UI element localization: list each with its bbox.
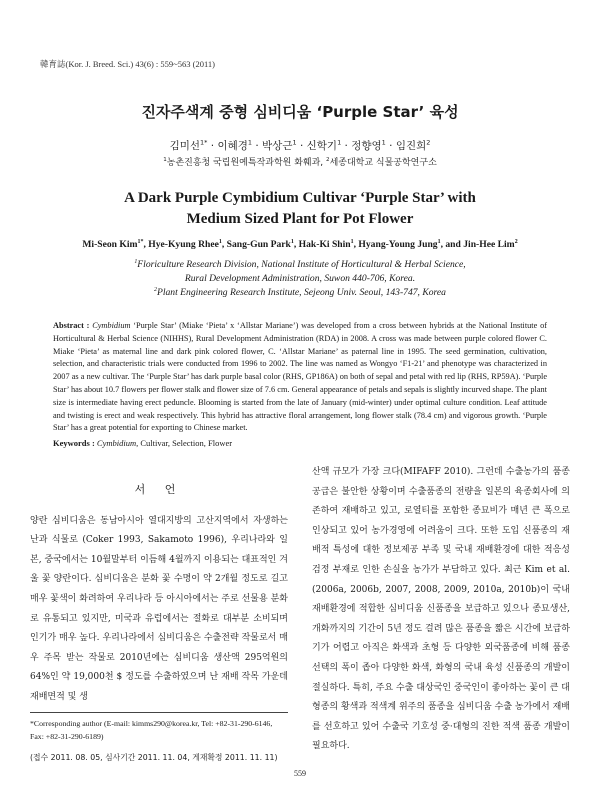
affiliation-line: Rural Development Administration, Suwon 440-706, Korea. [184,273,416,284]
left-column [30,480,288,708]
author-name: Hyang-Young Jung [358,239,438,250]
page-number: 559 [294,769,306,778]
affiliation-line: Floriculture Research Division, National Institute of Horticultural & Herbal Science, [137,259,466,270]
abstract-genus: Cymbidium [92,321,131,330]
footnote-divider [30,712,288,713]
keyword-genus: Cymbidium [96,438,137,448]
received-dates: (접수 2011. 08. 05, 심사기간 2011. 11. 04, 게재확정 2011. 11. 11) [30,753,278,762]
english-affiliations [0,258,600,300]
author-mark: 1 [247,138,253,147]
keywords [53,438,232,448]
author-name: Jin-Hee Lim [463,239,515,250]
affiliation-mark: 2 [154,286,157,293]
body-paragraph: 산액 규모가 가장 크다(MIFAFF 2010). 그런데 수출농가의 품종 공급은 불안한 상황이며 수출품종의 전량을 일본의 육종회사에 의존하여 재배하고 있고, 로열티를 포함한 종묘비가 매년 큰 폭으로 인상되고 있어 농가경영에 어려움이 크다. 또한 도입 신품종의 재배적 특성에 대한 정보제공 부족 및 국내 재배환경에 대한 적응성 검정 부재로 인한 손실을 농가가 부담하고 있다. 최근 Kim et al. (2006a, 2006b, 2007, 2008, 2009, 2010a, 2010b)이 국내 재배환경에 적합한 심비디움 신품종을 보급하고 있으나 종묘생산, 개화까지의 기간이 5년 정도 걸려 많은 품종을 짧은 시간에 보급하기가 어렵고 아직은 화색과 초형 등 다양한 외국품종에 비해 품종 선택의 폭이 좁아 다양한 화색, 화형의 국내 육성 신품종의 개발이 절실하다. 특히, 주요 수출 대상국인 중국인이 좋아하는 꽃이 큰 대형종의 황색과 적색계 위주의 품종을 심비디움 수출 농가에서 재배를 선호하고 있어 수출국 기호성 중·대형의 진한 적색 품종 개발이 필요하다. [312,467,570,752]
author-mark: 1* [200,138,208,147]
author-name: Hak-Ki Shin [298,239,351,250]
author-name: Mi-Seon Kim [82,239,138,250]
author-mark: 1 [350,238,354,245]
author-mark: 1 [337,138,342,147]
author-mark: 1 [437,238,441,245]
english-author-list: Mi-Seon Kim$^{1*}$, Hye-Kyung Rhee$^1$, Sang-Gun Park$^1$, Hak-Ki Shin$^1$, Hyang-Young Jung$^1$, and Jin-Hee Lim$^2$ [82,238,518,250]
author-mark: 1 [218,238,222,245]
author-name: 정향영 [351,140,382,152]
keywords-rest: , Cultivar, Selection, Flower [136,438,233,448]
korean-affiliations [0,155,600,168]
affiliation-mark: 2 [326,157,330,163]
author-name: 박상근 [262,140,293,152]
author-mark: 1 [290,238,294,245]
english-title-line: Medium Sized Plant for Pot Flower [186,211,414,227]
journal-citation: 韓育誌(Kor. J. Breed. Sci.) 43(6) : 559~563 (2011) [40,59,215,69]
keywords-label: Keywords : [53,438,97,448]
affiliation-line: Plant Engineering Research Institute, Sejeong Univ. Seoul, 143-747, Korea [156,287,446,298]
author-mark: 1* [137,238,144,245]
author-name: Sang-Gun Park [226,239,291,250]
affiliation-text: 세종대학교 식물공학연구소 [329,158,437,168]
author-name: 김미선 [169,140,201,152]
section-heading: 서 언 [134,483,184,496]
author-mark: 2 [514,238,518,245]
abstract [53,320,547,435]
author-name: 임진희 [395,140,427,152]
affiliation-mark: 1 [163,157,167,163]
author-mark: 1 [292,138,297,147]
author-name: Hye-Kyung Rhee [148,239,219,250]
author-and: and [445,239,461,250]
abstract-text: ‘Purple Star’ (Miake ‘Pieta’ x ‘Allstar Mariane’) was developed from a cross between hybrids at the National Institute of Horticultural & Herbal Science (NIHHS), Rural Development Administration (RDA) in 2008. A cross was made between purple colored flower C. Miake ‘Pieta’ as maternal line and dark pink colored flower, C. ‘Allstar Mariane’ as paternal line in 1995. The seed germination, cultivation, selection, and characteristic trials were conducted from 1996 to 2002. The line was named as Wongyo ‘F1-21’ and phenotype was characterized in 2007 as a new cultivar. The ‘Purple Star’ has dark purple basal color (RHS, GP186A) on both of sepal and petal with red lip (RHS, RP59A). ‘Purple Star’ has about 10.7 flowers per flower stalk and flower size of 7.6 cm. General appearance of petals and sepals is slightly incurved shape. The plant size is intermediate having erect peduncle. Blooming is started from the late of January (mid-winter) under optimal culture condition. Leaf attitude and twisting is erect and weak respectively. This hybrid has attractive floral arrangement, long flower stalk (78.4 cm) and vigorous growth. ‘Purple Star’ has a great potential for exporting to Chinese market. [53,321,547,433]
affiliation-mark: 1 [134,258,138,265]
author-mark: 1 [381,138,386,147]
author-name: 이혜경 [217,140,248,152]
body-paragraph: 양란 심비디움은 동남아시아 열대지방의 고산지역에서 자생하는 난과 식물로 (Coker 1993, Sakamoto 1996), 우리나라와 일본, 중국에서는 10월말부터 이듬해 4월까지 이용되는 대표적인 겨울 꽃 양란이다. 심비디움은 분화 꽃 수명이 약 2개월 정도로 길고 매우 꽃색이 화려하여 우리나라 등 아시아에서는 주로 선물용 분화로 유통되고 있지만, 미국과 유럽에서는 절화로 대부분 소비되며 인기가 매우 높다. 우리나라에서 심비디움은 수출전략 작물로서 매우 주목 받는 작물로 2010년에는 심비디움 생산액 295억원의 64%인 약 19,000천 $ 정도를 수출하였으며 난 재배 작목 가운데 재배면적 및 생 [30,515,288,702]
corresponding-author-footnote: *Corresponding author (E-mail: kimms290@korea.kr, Tel: +82-31-290-6146, Fax: +82-31-290-6189) [30,719,273,741]
abstract-label: Abstract : [53,321,93,330]
affiliation-text: 농촌진흥청 국립원예특작과학원 화훼과, [166,158,327,168]
author-mark: 2 [426,138,431,147]
right-column [312,463,570,757]
english-title [0,188,600,230]
author-name: 신학기 [306,140,338,152]
korean-author-list: 김미선$^{1*}$ · 이혜경$^1$ · 박상근$^1$ · 신학기$^1$ · 정향영$^1$ · 임진희$^2$ [169,138,431,152]
english-title-line: A Dark Purple Cymbidium Cultivar ‘Purple Star’ with [124,190,476,206]
korean-title: 진자주색계 중형 심비디움 ‘Purple Star’ 육성 [141,103,459,121]
